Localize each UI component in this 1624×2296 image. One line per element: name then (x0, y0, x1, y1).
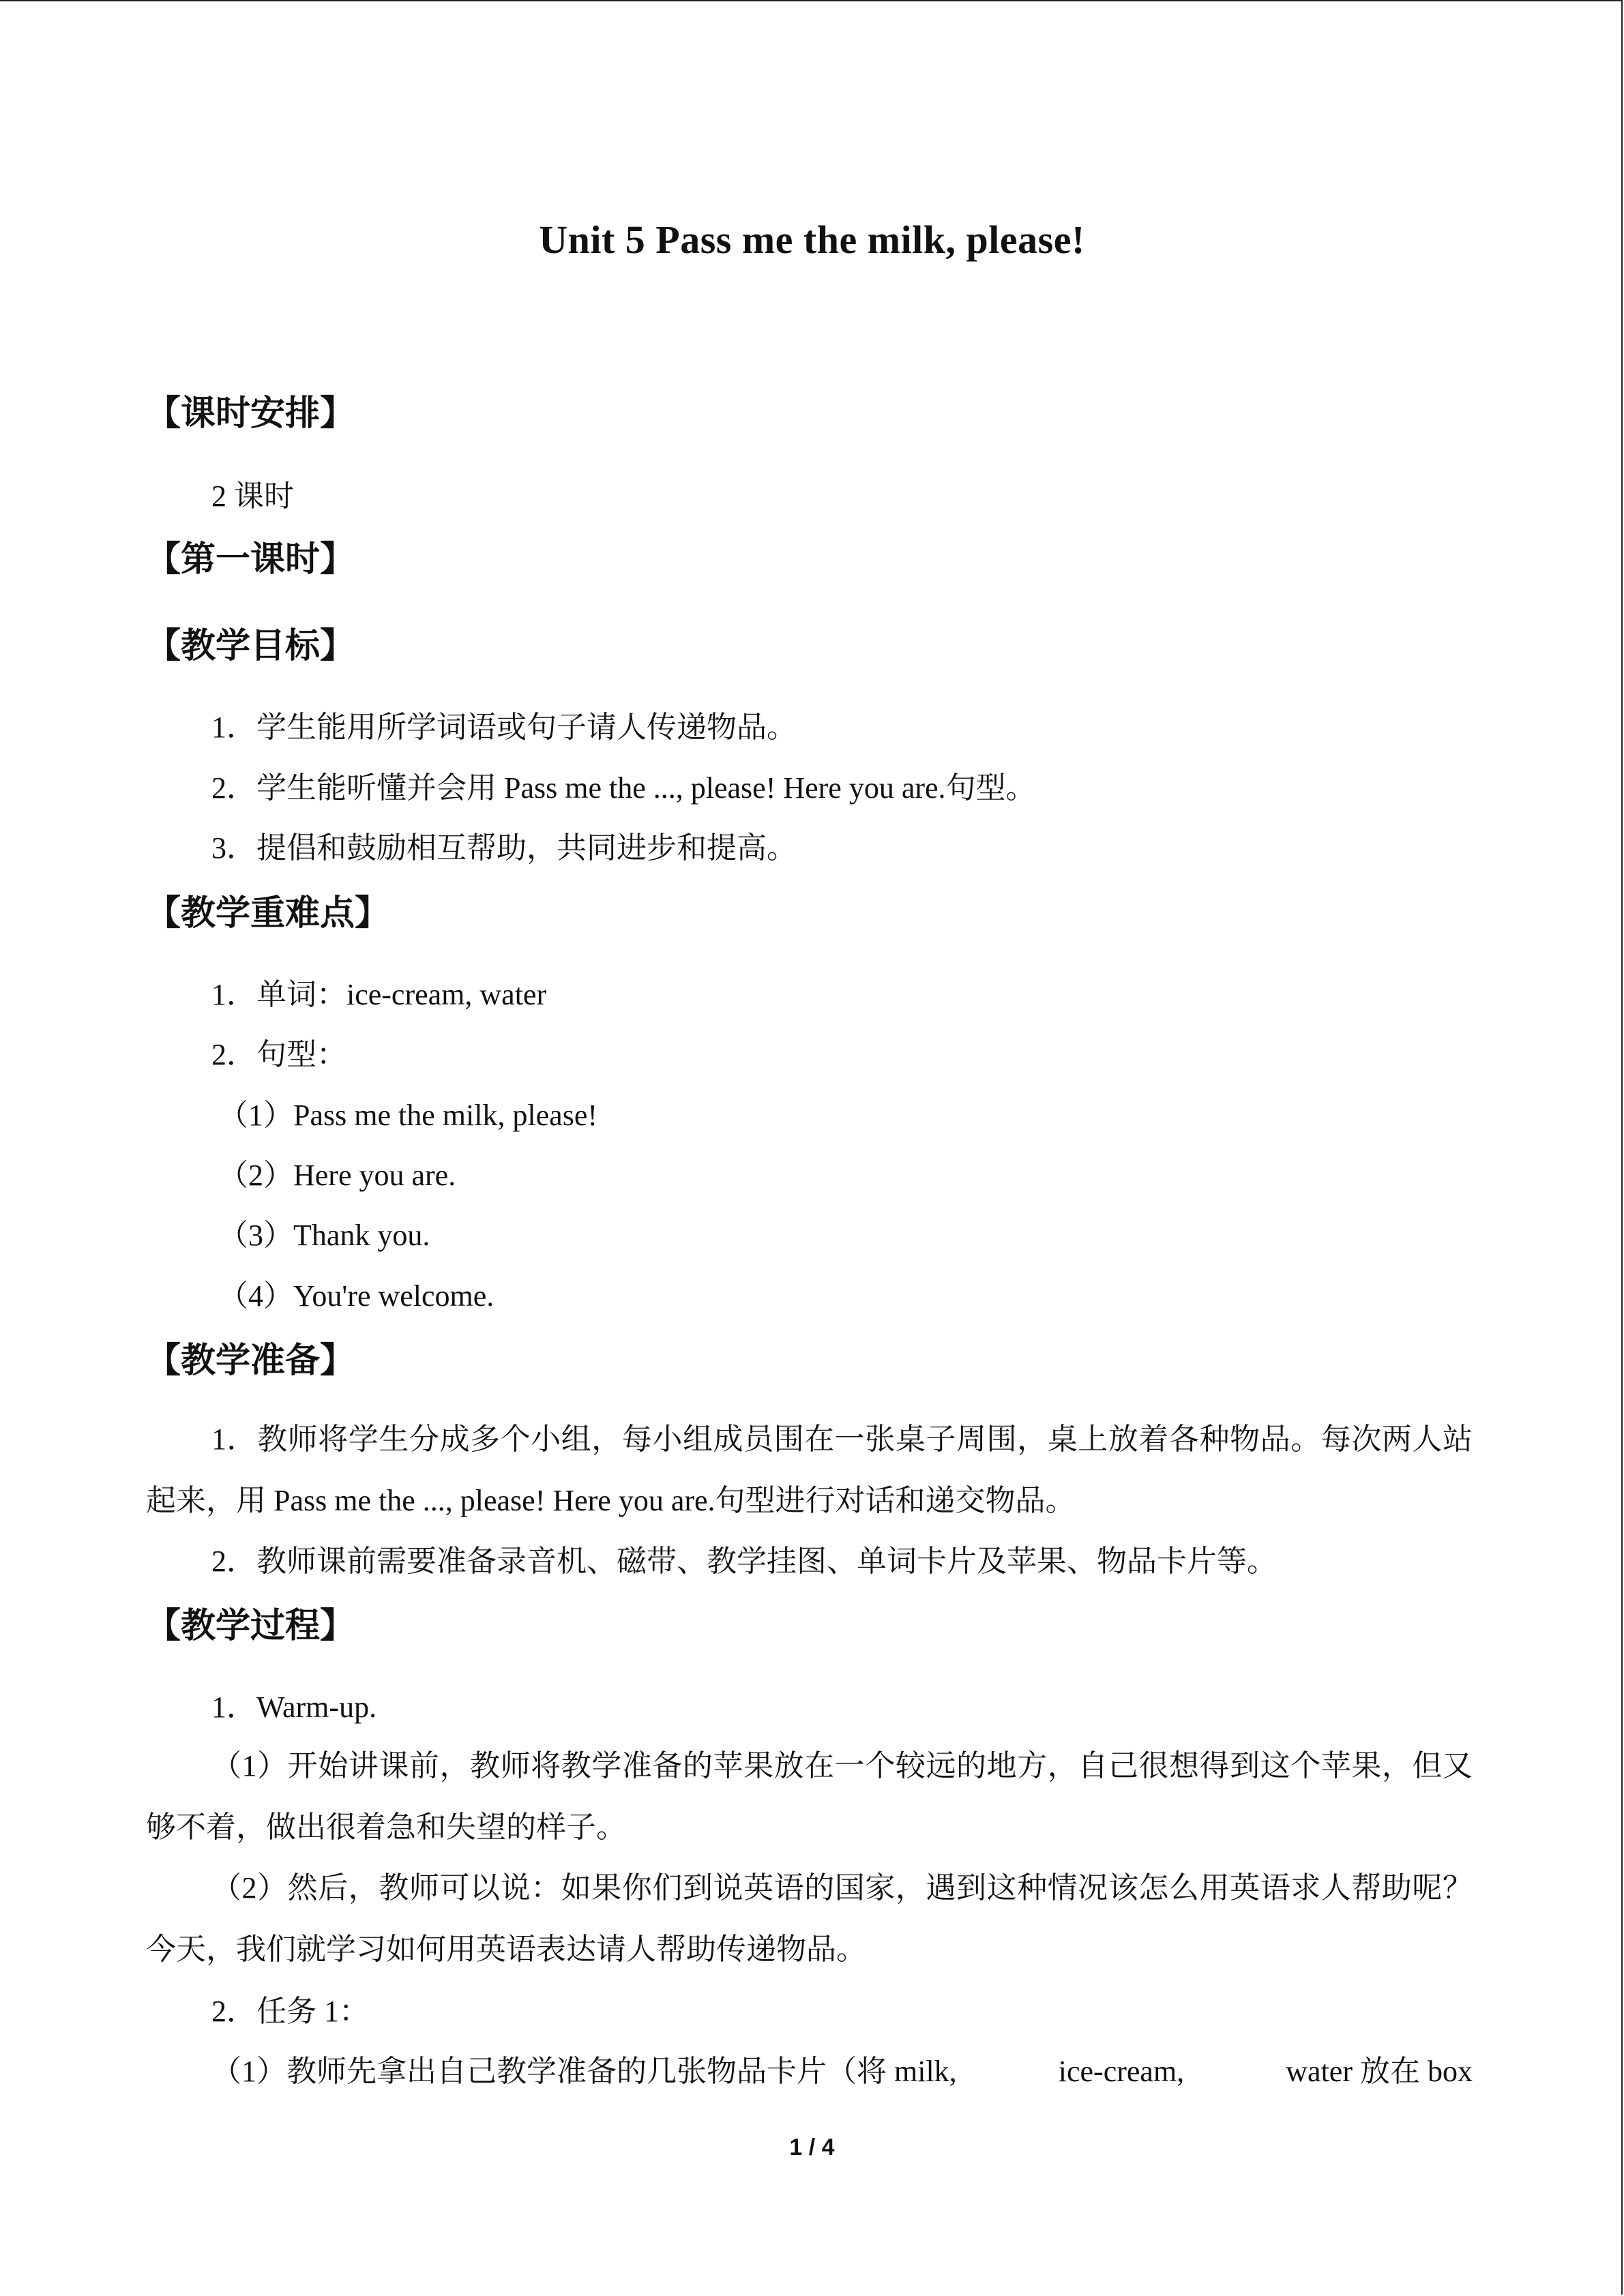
objective-item: 3．提倡和鼓励相互帮助，共同进步和提高。 (211, 831, 797, 865)
text-fragment: （1）教师先拿出自己教学准备的几张物品卡片（将 milk, (211, 2055, 957, 2088)
document-title: Unit 5 Pass me the milk, please! (539, 218, 1085, 262)
heading-process: 【教学过程】 (146, 1606, 355, 1646)
objective-item: 1．学生能用所学词语或句子请人传递物品。 (211, 711, 797, 744)
heading-lesson-1: 【第一课时】 (146, 539, 355, 580)
sentence-pattern-item: （1）Pass me the milk, please! (218, 1099, 598, 1132)
sentence-pattern-item: （3）Thank you. (218, 1219, 430, 1252)
text-fragment: water 放在 box (1286, 2055, 1473, 2088)
preparation-paragraph: 2．教师课前需要准备录音机、磁带、教学挂图、单词卡片及苹果、物品卡片等。 (211, 1545, 1277, 1578)
heading-objectives: 【教学目标】 (146, 626, 355, 666)
sentence-pattern-item: （4）You're welcome. (218, 1279, 494, 1313)
process-paragraph-partial (211, 2050, 1473, 2093)
process-paragraph: （1）开始讲课前，教师将教学准备的苹果放在一个较远的地方，自己很想得到这个苹果，但又够不着，做出很着急和失望的样子。 (146, 1749, 1473, 1844)
process-step: 2．任务 1： (211, 1995, 369, 2028)
text-fragment: ice-cream, (1058, 2055, 1185, 2088)
key-point-item: 1．单词：ice-cream, water (211, 978, 547, 1011)
page-number: 1 / 4 (789, 2134, 835, 2160)
heading-preparation: 【教学准备】 (146, 1341, 355, 1381)
process-step: 1．Warm-up. (211, 1690, 377, 1724)
schedule-text: 2 课时 (211, 479, 294, 513)
heading-key-points: 【教学重难点】 (146, 893, 390, 934)
process-paragraph: （2）然后，教师可以说：如果你们到说英语的国家，遇到这种情况该怎么用英语求人帮助呢？今天，我们就学习如何用英语表达请人帮助传递物品。 (146, 1871, 1473, 1966)
preparation-paragraph: 1．教师将学生分成多个小组，每小组成员围在一张桌子周围，桌上放着各种物品。每次两人站起来，用 Pass me the ..., please! Here you are.句型进行对话和递交物品。 (146, 1422, 1473, 1517)
heading-schedule: 【课时安排】 (146, 393, 355, 434)
key-point-item: 2．句型： (211, 1038, 346, 1071)
sentence-pattern-item: （2）Here you are. (218, 1159, 456, 1192)
objective-item: 2．学生能听懂并会用 Pass me the ..., please! Here you are.句型。 (211, 771, 1036, 805)
